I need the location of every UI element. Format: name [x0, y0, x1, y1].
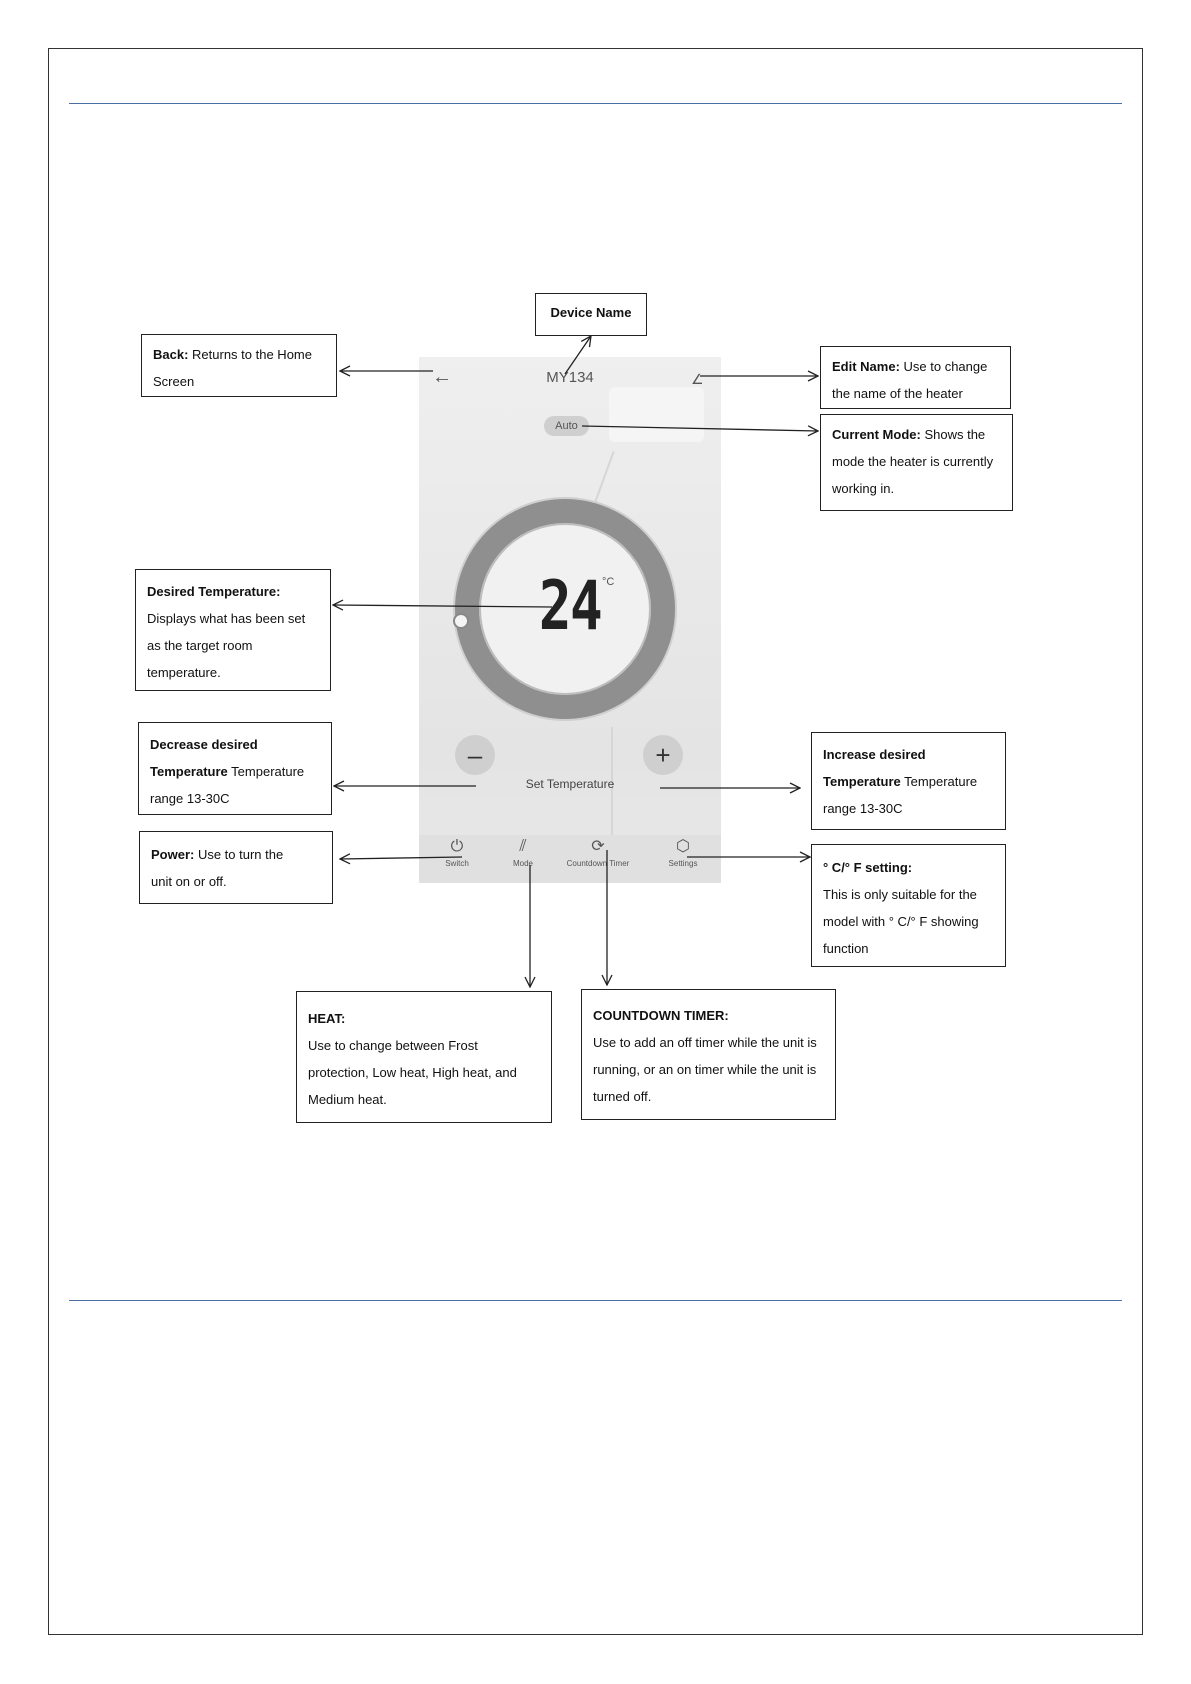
back-arrow-icon[interactable]: ← [432, 366, 452, 388]
tab-mode[interactable] [495, 835, 551, 868]
tab-settings[interactable] [645, 835, 721, 868]
edit-name-icon[interactable]: ∠ [691, 371, 704, 387]
decrease-button[interactable]: – [455, 735, 495, 775]
callout-text: Temperature [227, 764, 305, 779]
timer-icon: ⟳ [591, 838, 605, 855]
callout-text: temperature. [147, 665, 221, 680]
settings-icon: ⬡ [676, 838, 690, 855]
callout-title: Power: [151, 847, 195, 862]
callout-decrease [138, 722, 332, 815]
footer-rule [69, 1300, 1122, 1301]
tab-label: Settings [668, 859, 698, 868]
temperature-value: 24 [538, 567, 602, 646]
callout-text: running, or an on timer while the unit is [593, 1062, 817, 1077]
callout-text: working in. [832, 481, 895, 496]
callout-text: Shows the [920, 427, 986, 442]
callout-title: ° C/° F setting: [823, 860, 913, 875]
callout-countdown-timer [581, 989, 836, 1120]
callout-title: Current Mode: [832, 427, 921, 442]
callout-title: Desired Temperature: [147, 584, 281, 599]
set-temperature-label: Set Temperature [525, 777, 615, 791]
callout-text: Displays what has been set [147, 611, 306, 626]
callout-increase [811, 732, 1006, 830]
tab-label: Countdown Timer [566, 859, 630, 868]
callout-current-mode [820, 414, 1013, 511]
background-lamp [609, 387, 704, 442]
callout-text: model with ° C/° F showing [823, 914, 979, 929]
bottom-tab-bar [419, 835, 721, 883]
callout-heat [296, 991, 552, 1123]
power-icon: ⏻ [450, 838, 464, 855]
callout-title: Temperature [823, 774, 901, 789]
callout-text: mode the heater is currently [832, 454, 994, 469]
callout-text: turned off. [593, 1089, 652, 1104]
callout-text: range 13-30C [823, 801, 903, 816]
temperature-unit: °C [602, 576, 615, 588]
app-screenshot [419, 357, 721, 883]
callout-title: Temperature [150, 764, 228, 779]
header-rule [69, 103, 1122, 104]
callout-power [139, 831, 333, 904]
callout-text: Use to change between Frost [308, 1038, 478, 1053]
callout-title: COUNTDOWN TIMER: [593, 1008, 729, 1023]
callout-title: Edit Name: [832, 359, 900, 374]
mode-icon: ⫽ [519, 838, 527, 855]
tab-countdown-timer[interactable] [551, 835, 645, 868]
callout-desired-temperature [135, 569, 331, 691]
callout-title: HEAT: [308, 1011, 346, 1026]
callout-text: function [823, 941, 869, 956]
callout-text: Use to change [899, 359, 988, 374]
callout-text: This is only suitable for the [823, 887, 977, 902]
tab-label: Mode [512, 859, 533, 868]
callout-text: Use to turn the [194, 847, 284, 862]
mode-badge[interactable]: Auto [544, 416, 589, 436]
callout-title: Back: [153, 347, 189, 362]
callout-title: Increase desired [823, 747, 926, 762]
callout-text: as the target room [147, 638, 253, 653]
callout-device-name [535, 293, 647, 336]
tab-label: Switch [445, 859, 469, 868]
callout-text: protection, Low heat, High heat, and [308, 1065, 517, 1080]
increase-button[interactable]: + [643, 735, 683, 775]
callout-text: Temperature [900, 774, 978, 789]
callout-cf-setting [811, 844, 1006, 967]
device-name: MY134 [546, 369, 594, 386]
callout-text: unit on or off. [151, 874, 227, 889]
tab-switch[interactable] [419, 835, 495, 868]
callout-title: Decrease desired [150, 737, 258, 752]
callout-text: Returns to the Home [188, 347, 312, 362]
callout-back [141, 334, 337, 397]
callout-text: Screen [153, 374, 195, 389]
callout-text: the name of the heater [832, 386, 963, 401]
callout-title: Device Name [550, 305, 632, 320]
callout-text: range 13-30C [150, 791, 230, 806]
callout-text: Use to add an off timer while the unit is [593, 1035, 817, 1050]
callout-text: Medium heat. [308, 1092, 387, 1107]
callout-edit-name [820, 346, 1011, 409]
